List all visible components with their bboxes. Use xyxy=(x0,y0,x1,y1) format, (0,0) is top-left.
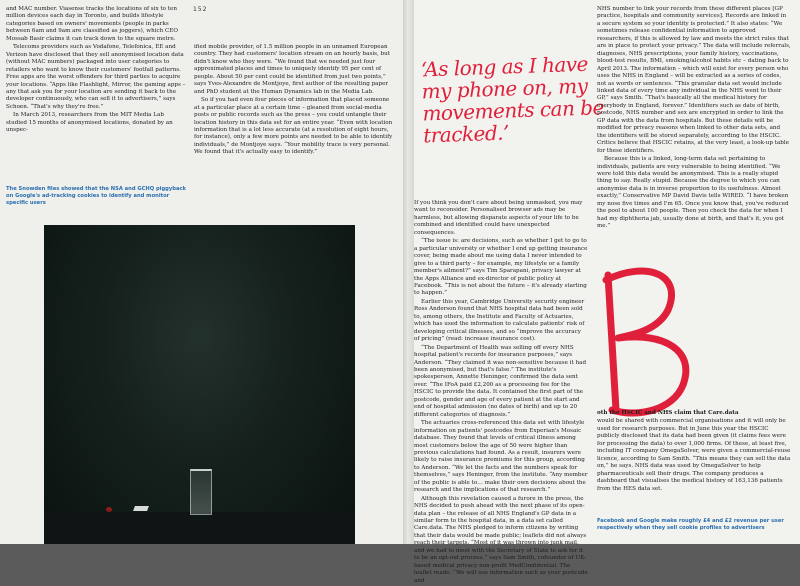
photo-glass-of-water xyxy=(44,225,355,544)
paragraph: would be shared with commercial organisations and it will only be used for research purposes. But in June this year the HSCIC publicly disclosed that its data had been given (it claims fees were for processing the data) to over 1,000 firms. Of these, at least five, including IT company OmegaSolver, were given a commercial-reuse licence, according to Sam Smith. “This means they can sell the data on,” he says. NHS data was used by OmegaSolver to help pharmaceuticals sell their drugs. The company produces a dashboard that visualises the medical history of 163,136 patients from the HES data set. xyxy=(597,418,791,492)
paragraph: Telecoms providers such as Vodafone, Telefonica, EE and Verizon have disclosed that they sell anonymised location data (without MAC numbers) packaged into user categories to retailers who want to know their customers' footfall patterns. Free apps are the worst offenders for third parties to acquire your locations. “Apps like Flashlight, Mirror, the gaming apps – any that ask you for your location are sending it back to the developer continuously, who can sell it to advertisers,” says Schoen. “That's why they're free.” xyxy=(6,44,186,110)
left-column-1 xyxy=(6,6,186,136)
left-page xyxy=(0,0,403,544)
paragraph: The actuaries cross-referenced this data set with lifestyle information on patients' postcodes from Experian's Mosaic database. They found that levels of critical illness among most customers below the age of 50 were higher than previous calculations had found. As a result, insurers were likely to raise insurance premiums for this group, according to Anderson. “We let the facts and the numbers speak for themselves,” says Heninger, from the institute. “Any member of the public is able to… make their own decisions about the research and the implications of that research.” xyxy=(414,420,588,494)
glass-shape xyxy=(190,469,212,515)
paragraph: Earlier this year, Cambridge University security engineer Ross Anderson found that NHS hospital data had been sold to, among others, the Institute and Faculty of Actuaries, which has used the information to calculate patients' risk of developing critical illnesses, and so “improve the accuracy of pricing” (read: increase insurance cost). xyxy=(414,298,585,343)
pull-quote: ‘As long as I have my phone on, my movements can be tracked.’ xyxy=(420,51,605,148)
photo-caption: The Snowden files showed that the NSA and GCHQ piggyback on Google's ad-tracking cookies to identify and monitor specific users xyxy=(6,186,187,206)
right-column-2 xyxy=(597,6,791,232)
paragraph: ified mobile provider, of 1.5 million people in an unnamed European country. They had customers' location stream on an hourly basis, but didn't know who they were. “We found that we needed just four approximated places and times to uniquely identify 95 per cent of people. About 50 per cent could be identified from just two points,” says Yves-Alexandre de Montjoye, first author of the resulting paper and PhD student at the Human Dynamics lab in the Media Lab. xyxy=(194,44,390,95)
paragraph: NHS number to link your records from these different places [GP practice, hospitals and community services]. Records are linked in a secure system so your identity is protected.” It also states: “We sometimes release confidential information to approved researchers, if this is allowed by law and meets the strict rules that are in place to protect your privacy.” The data will include referrals, diagnoses, NHS prescriptions, your family history, vaccinations, blood-test results, BMI, smoking/alcohol habits etc – dating back to April 2013. The information – which will exist for every person who uses the NHS in England – will be extracted as a series of codes, not as words or sentences. “This granular data set would include linked data of every time any individual in the NHS went to their GP,” says Smith. “That's basically all the medical history for everybody in England, forever.” Identifiers such as date of birth, postcode, NHS number and sex are encrypted in order to link the GP data with the data from hospitals. But these details will be modified for privacy reasons when linked to other data sets, and the identifiers will be stored separately, according to the HSCIC. Critics believe that HSCIC retains, at the very least, a look-up table for these identifiers. xyxy=(597,6,791,154)
page-number: 152 xyxy=(193,6,208,13)
paragraph: and MAC number. Viasense tracks the locations of six to ten million devices each day in Toronto, and builds lifestyle categories based on owners' movements (people in parks between 6am and 9am are classified as joggers), which CEO Mossab Basir claims it can track down to the square metre. xyxy=(6,6,178,42)
paper-shape xyxy=(133,506,149,511)
paragraph: So if you had even four pieces of information that placed someone at a particular place at a certain time – gleaned from social-media posts or public records such as the press – you could untangle their location history in this data set for an entire year. “Even with location information that is a lot less accurate (at a resolution of eight hours, for instance), only a few more points are needed to be able to identify individuals,” de Montjoye says. “Your mobility trace is very personal. We found that it's actually easy to identify.” xyxy=(194,97,393,156)
paragraph: If you think you don't care about being unmasked, you may want to reconsider. Personalised browser ads may be harmless, but allowing disparate aspects of your life to be combined and identified could have unexpected consequences. xyxy=(414,200,583,236)
right-column-1 xyxy=(414,200,588,586)
photo-table-surface xyxy=(44,512,355,544)
right-column-2-continued xyxy=(597,410,791,494)
paragraph: “The Department of Health was selling off every NHS hospital patient's records for insurance purposes,” says Anderson. “They claimed it was non-sensitive because it had been anonymised, but that's false.” The institute's spokesperson, Annette Heninger, confirmed the data sent over. “The IFoA paid £2,200 as a processing fee for the HSCIC to provide the data. It contained the first part of the postcode, gender and age of every patient at the start and end of hospital admission (no dates of birth) and up to 20 different categories of diagnosis.” xyxy=(414,344,587,418)
infographic-caption: Facebook and Google make roughly £4 and £2 revenue per user respectively when they sell cookie profiles to advertisers xyxy=(597,518,784,531)
paragraph: Although this revelation caused a furore in the press, the NHS decided to push ahead with the next phase of its open-data plan – the release of all NHS England's GP data in a similar form to the hospital data, in a data set called Care.data. The NHS pledged to inform citizens by writing that their data would be made public; leaflets did not always reach their targets. “Most of it was thrown into junk mail, and we had to meet with the Secretary of State to ask for it to be an opt-out process,” says Sam Smith, cofounder of UK-based medical privacy non-profit MedConfidential. The leaflet reads: “We will use information such as your postcode and xyxy=(414,495,588,584)
left-column-2 xyxy=(194,44,394,158)
paragraph-lead: oth the HSCIC and NHS claim that Care.data xyxy=(597,410,739,416)
paragraph: “The issue is: are decisions, such as whether I get to go to a particular university or whether I end up getting insurance cover, being made about me using data I never intended to give to a third party – for example, my lifestyle or a family member's ailment?” says Tim Sparapani, privacy lawyer at the Apps Alliance and ex-director of public policy at Facebook. “This is not about the future – it's already starting to happen.” xyxy=(414,238,588,297)
spread-gutter xyxy=(403,0,414,544)
paragraph: Because this is a linked, long-term data set pertaining to individuals, patients are very vulnerable to being identified. “We were told this data would be anonymised. This is a really stupid thing to say. Really stupid. Because the degree to which you can anonymise data is in inverse proportion to its usefulness. Almost exactly,” Conservative MP David Davis tells WIRED. “I have broken my nose five times and I'm 65. Once you know that, you've reduced the pool to about 100 people. Then you check the data for when I had my diphtheria jab, usually done at birth, and that's it, you got me.” xyxy=(597,156,789,230)
drop-cap xyxy=(588,250,708,430)
paragraph: In March 2013, researchers from the MIT Media Lab studied 15 months of anonymised locations, donated by an unspec- xyxy=(6,112,173,134)
red-object-shape xyxy=(106,507,112,512)
